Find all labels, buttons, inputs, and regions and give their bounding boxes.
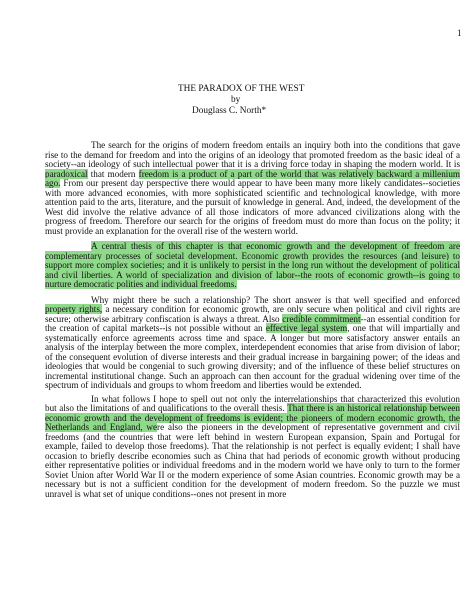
paragraph-text: a necessary condition for economic growth, are only secure when political and civil rights are secure; otherwise arbitrary confiscation is always a threat. Also (45, 304, 460, 324)
highlighted-text: credible commitment (282, 313, 361, 324)
paragraph-text: --an essential condition for the creation of capital markets--is not possible without an (45, 313, 460, 333)
paragraph (45, 296, 460, 391)
paragraph-text: In what follows I hope to spell out not only the interrelationships that characterized this evolution but also the limitations of and qualifications to the overall thesis. (45, 393, 460, 413)
paragraph-text: The search for the origins of modern freedom entails an inquiry both into the conditions that gave rise to the demand for freedom and into the origins of an ideology that promoted freedom as the basic ideal of a society--an ideology of such intellectual power that it is a driving force today in shaping the modern world. It is (45, 140, 460, 169)
body-text (45, 141, 460, 499)
page-number: 1 (457, 28, 462, 38)
highlighted-text: freedom is a product of a part of the world that was relatively backward a millenium ago. (45, 168, 460, 188)
highlighted-text: paradoxical (45, 168, 88, 179)
highlighted-text: A central thesis of this chapter is that economic growth and the development of freedom are complementary processes of societal development. Economic growth provides the resources (and leisure) to support more complex societies; and it is unlikely to persist in the long run without the development of political and civil liberties. A world of specialization and division of labor--the roots of economic growth--is going to nurture democratic polities and individual freedoms. (45, 241, 460, 289)
highlighted-text: That there is an historical relationship between economic growth and the development of freedoms is evident; the pioneers of modern economic growth, the Netherlands and England, we (45, 403, 460, 432)
paragraph-text: Why might there be such a relationship? The short answer is that well specified and enforced (91, 294, 460, 305)
highlighted-text: effective legal system (265, 323, 348, 333)
byline-by: by (231, 95, 241, 105)
paragraph (45, 242, 460, 290)
paragraph (45, 141, 460, 236)
paragraph-text: re also the pioneers in the development of representative government and civil freedoms (and the countries that were left behind in western European expansion, Spain and Portugal for example, failed to develop those freedoms). That the relationship is not perfect is equally evident; I shall have occasion to briefly describe economies such as China that had periods of economic growth without producing either representative polities or individual freedoms and in the modern world we have only to turn to the former Soviet Union after World War II or the modern experience of some Asian countries. Economic growth may be a necessary but is not a sufficient condition for the development of modern freedom. So the puzzle we must unravel is what set of unique conditions--ones not present in more (45, 422, 460, 499)
paragraph (45, 395, 460, 500)
paper-title: THE PARADOX OF THE WEST (178, 84, 305, 94)
paragraph-text: , one that will impartially and systematically enforce agreements across time and space. A longer but more satisfactory answer entails an analysis of the interplay between the more complex, interdependent economies that arise from division of labor; of the consequent evolution of diverse interests and their gradual increase in bargaining power; of the ideas and ideologies that would be congenial to such growing diversity; and of the influence of these belief structures on incremental institutional change. Such an approach can then account for the gradual widening over time of the spectrum of individuals and groups to whom freedom and liberties would be extended. (45, 323, 460, 390)
highlighted-text: property rights, (45, 304, 103, 314)
paragraph-text: From our present day perspective there would appear to have been many more likely candidates--societies with more advanced economies, with more sophisticated scientific and technological knowledge, with more attention paid to the arts, literature, and the pursuit of knowledge in general. And, indeed, the development of the West did involve the relative advance of all those indicators of more advanced civilizations along with the progress of freedom. Therefore our search for the origins of freedom must do more than focus on the polity; it must provide an explanation for the overall rise of the western world. (45, 178, 460, 236)
author-name: Douglass C. North* (192, 106, 267, 116)
paragraph-text: that modern (87, 168, 139, 179)
